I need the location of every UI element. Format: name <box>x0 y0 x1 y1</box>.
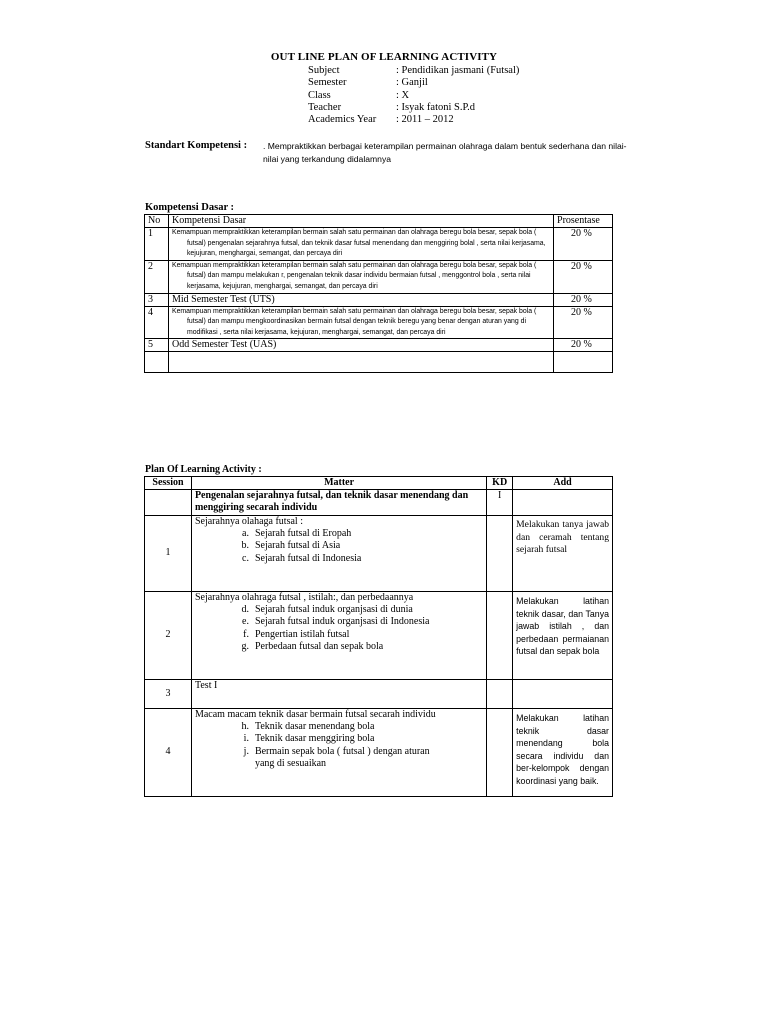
item-letter: h. <box>241 721 249 733</box>
table-row <box>145 516 613 592</box>
table-row <box>145 260 613 293</box>
list-item <box>195 540 483 552</box>
item-text: Perbedaan futsal dan sepak bola <box>254 640 384 652</box>
info-value: : X <box>396 89 410 101</box>
header-session: Session <box>145 477 192 490</box>
header-matter: Matter <box>191 477 486 490</box>
matter-list <box>195 528 483 565</box>
item-letter: a. <box>242 528 249 540</box>
description-text: Kemampuan mempraktikkan keterampilan bermain salah satu permainan dan olahraga beregu bola besar, sepak bola ( futsal) pengenalan sejarahnya futsal, dan teknik dasar futsal menendang dan menggiring bolal , serta nilai kerjasama, kejujuran, menghargai, semangat, dan percaya diri <box>171 229 546 258</box>
row-no: 4 <box>145 306 169 339</box>
course-info <box>308 65 519 126</box>
matter-list <box>195 721 483 770</box>
list-item <box>195 528 483 540</box>
info-row-semester <box>308 77 519 89</box>
info-key: Teacher <box>308 101 342 113</box>
info-key: Subject <box>308 65 340 76</box>
item-letter: b. <box>241 540 249 552</box>
add-note <box>513 680 613 709</box>
description-text: Kemampuan mempraktikkan keterampilan bermain salah satu permainan dan olahraga beregu bola besar, sepak bola ( futsal) dan mampu melakukan r, pengenalan teknik dasar individu bermaian futsal , menggontrol bola , serta nilai kerjasama, kejujuran, menghargai, semangat, dan percaya diri <box>171 261 537 290</box>
info-row-year <box>308 114 519 126</box>
row-percentage: 20 % <box>554 228 613 261</box>
matter-intro: Macam macam teknik dasar bermain futsal secarah individu <box>194 709 436 720</box>
table-row <box>145 228 613 261</box>
plan-table <box>144 476 613 797</box>
info-row-subject <box>308 65 519 77</box>
matter-list <box>195 604 483 653</box>
matter-cell <box>191 592 486 680</box>
table-row <box>145 709 613 797</box>
item-text: Sejarah futsal di Eropah <box>254 528 352 540</box>
row-description <box>168 228 553 261</box>
group-heading: Pengenalan sejarahnya futsal, dan teknik dasar menendang dan menggiring secarah individu <box>191 490 486 516</box>
row-percentage: 20 % <box>554 293 613 306</box>
list-item <box>195 721 483 733</box>
info-value: : 2011 – 2012 <box>396 114 454 126</box>
item-text: Sejarah futsal induk organjsasi di Indonesia <box>254 616 430 628</box>
info-value: : Isyak fatoni S.P.d <box>396 101 476 113</box>
table-header-row <box>145 477 613 490</box>
list-item <box>195 746 483 770</box>
matter-intro: Test I <box>194 680 218 691</box>
table-row <box>145 306 613 339</box>
add-note: Melakukan tanya jawab dan ceramah tentang sejarah futsal <box>513 516 613 592</box>
list-item <box>195 604 483 616</box>
header-add: Add <box>513 477 613 490</box>
list-item <box>195 733 483 745</box>
header-kompetensi: Kompetensi Dasar <box>168 215 553 228</box>
item-text: Teknik dasar menendang bola <box>254 721 375 733</box>
row-percentage: 20 % <box>554 339 613 352</box>
kompetensi-dasar-table <box>144 214 613 373</box>
add-note: Melakukan latihan teknik dasar, dan Tanya jawab istilah , dan perbedaan permaianan futsal dan sepak bola <box>513 592 613 680</box>
group-kd: I <box>487 490 513 516</box>
row-percentage: 20 % <box>554 260 613 293</box>
row-no: 5 <box>145 339 169 352</box>
item-letter: f. <box>243 628 249 640</box>
header-no: No <box>145 215 169 228</box>
table-row <box>145 680 613 709</box>
row-percentage: 20 % <box>554 306 613 339</box>
plan-label: Plan Of Learning Activity : <box>145 464 262 475</box>
matter-intro: Sejarahnya olahraga futsal , istilah:, dan perbedaannya <box>194 592 414 603</box>
session-number: 3 <box>145 680 192 709</box>
session-number: 4 <box>145 709 192 797</box>
item-letter: c. <box>242 552 249 564</box>
info-row-teacher <box>308 102 519 114</box>
matter-intro: Sejarahnya olahaga futsal : <box>194 516 303 527</box>
row-no: 1 <box>145 228 169 261</box>
item-text: Sejarah futsal induk organjsasi di dunia <box>254 604 413 616</box>
item-letter: e. <box>242 616 249 628</box>
table-row <box>145 592 613 680</box>
item-text: Bermain sepak bola ( futsal ) dengan aturan yang di sesuaikan <box>254 745 430 769</box>
header-kd: KD <box>487 477 513 490</box>
list-item <box>195 616 483 628</box>
item-text: Pengertian istilah futsal <box>254 628 350 640</box>
item-letter: d. <box>241 604 249 616</box>
item-letter: i. <box>243 733 249 745</box>
session-number: 1 <box>145 516 192 592</box>
row-no: 2 <box>145 260 169 293</box>
row-description: Mid Semester Test (UTS) <box>168 293 553 306</box>
document-title: OUT LINE PLAN OF LEARNING ACTIVITY <box>270 51 498 63</box>
row-description: Odd Semester Test (UAS) <box>168 339 553 352</box>
info-value: : Pendidikan jasmani (Futsal) <box>396 65 520 76</box>
matter-cell <box>191 680 486 709</box>
table-row-empty <box>145 352 613 373</box>
header-prosentase: Prosentase <box>554 215 613 228</box>
item-text: Sejarah futsal di Asia <box>254 540 341 552</box>
description-text: Kemampuan mempraktikkan keterampilan bermain salah satu permainan dan olahraga beregu bola besar, sepak bola ( futsal) dan mampu mengkoordinasikan bermain futsal dengan teknik beregu yang benar dengan aturan yang di modifikasi , serta nilai kerjasama, kejujuran, menghargai, semangat, dan percaya diri <box>171 307 537 336</box>
row-description <box>168 260 553 293</box>
matter-cell <box>191 516 486 592</box>
table-row-group <box>145 490 613 516</box>
standart-kompetensi-label: Standart Kompetensi : <box>145 140 248 151</box>
item-letter: g. <box>241 640 249 652</box>
session-number: 2 <box>145 592 192 680</box>
table-row <box>145 339 613 352</box>
add-note: Melakukan latihan teknik dasar menendang bola secara individu dan ber-kelompok dengan koordinasi yang baik. <box>513 709 613 797</box>
matter-cell <box>191 709 486 797</box>
info-value: : Ganjil <box>396 77 428 89</box>
info-key: Semester <box>308 77 347 89</box>
list-item <box>195 629 483 641</box>
info-row-class <box>308 90 519 102</box>
table-row <box>145 293 613 306</box>
kompetensi-dasar-label: Kompetensi Dasar : <box>145 202 235 213</box>
info-key: Class <box>308 89 331 101</box>
row-no: 3 <box>145 293 169 306</box>
standart-kompetensi-text: . Mempraktikkan berbagai keterampilan permainan olahraga dalam bentuk sederhana dan nilai-nilai yang terkandung didalamnya <box>263 141 627 164</box>
item-text: Teknik dasar menggiring bola <box>254 733 375 745</box>
info-key: Academics Year <box>308 114 377 126</box>
list-item <box>195 641 483 653</box>
list-item <box>195 553 483 565</box>
table-header-row <box>145 215 613 228</box>
row-description <box>168 306 553 339</box>
item-letter: j. <box>243 745 249 757</box>
item-text: Sejarah futsal di Indonesia <box>254 552 362 564</box>
